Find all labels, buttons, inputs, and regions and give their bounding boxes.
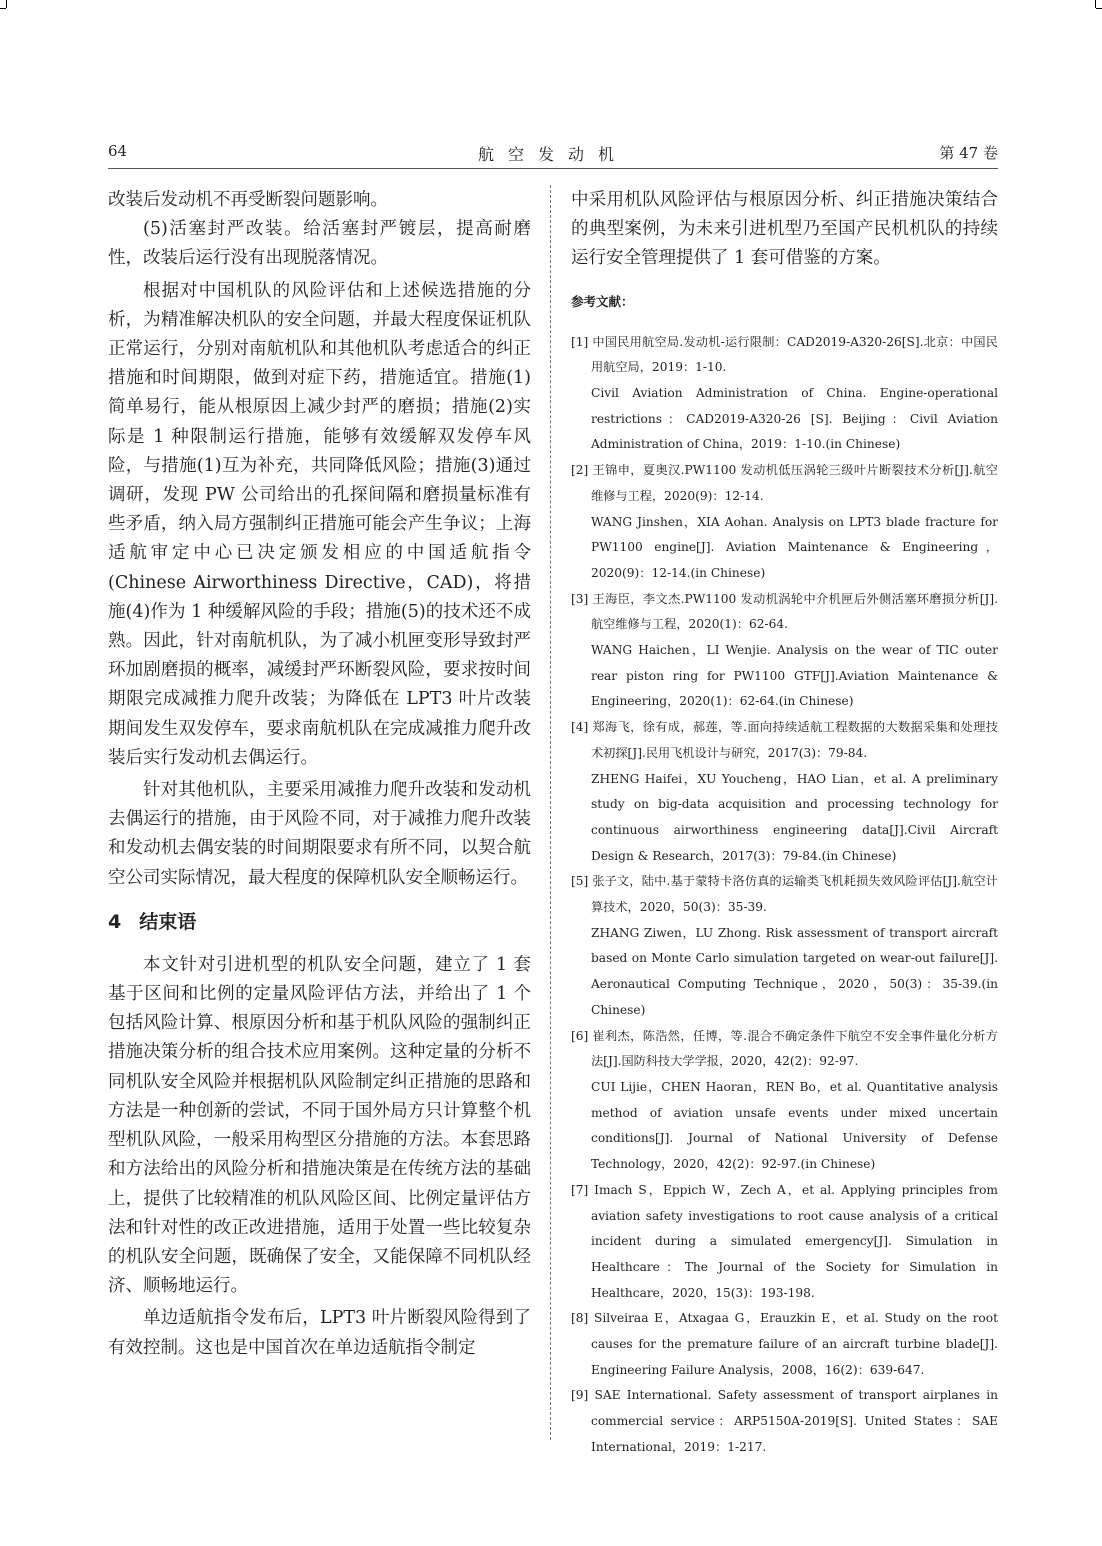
left-column (108, 186, 531, 1363)
body-paragraph: 本文针对引进机型的机队安全问题，建立了 1 套基于区间和比例的定量风险评估方法，并给出了 1 个包括风险计算、根原因分析和基于机队风险的强制纠正措施决策分析的组合技术应用案例。这种定量的分析不同机队安全风险并根据机队风险制定纠正措施的思路和方法是一种创新的尝试，不同于国外局方只计算整个机型机队风险，一般采用构型区分措施的方法。本套思路和方法给出的风险分析和措施决策是在传统方法的基础上，提供了比较精准的机队风险区间、比例定量评估方法和针对性的改正改进措施，适用于处置一些比较复杂的机队安全问题，既确保了安全，又能保障不同机队经济、顺畅地运行。 (108, 954, 531, 1297)
journal-title: 航空发动机 (477, 145, 628, 164)
reference-entry: [8] Silveiraa E，Atxagaa G，Erauzkin E，et al. Study on the root causes for the premature failure of an aircraft turbine blade[J]. Engineering Failure Analysis，2008，16(2)：639-647. (571, 1311, 998, 1377)
section-title: 结束语 (139, 910, 197, 933)
volume-label: 第 47 卷 (939, 144, 998, 162)
crop-mark (0, 8, 6, 9)
body-paragraph: 根据对中国机队的风险评估和上述候选措施的分析，为精准解决机队的安全问题，并最大程度保证机队正常运行，分别对南航机队和其他机队考虑适合的纠正措施和时间期限，做到对症下药，措施适宜。措施(1)简单易行，能从根原因上减少封严的磨损；措施(2)实际是 1 种限制运行措施，能够有效缓解双发停车风险，与措施(1)互为补充，共同降低风险；措施(3)通过调研，发现 PW 公司给出的孔探间隔和磨损量标准有些矛盾，纳入局方强制纠正措施可能会产生争议；上海适航审定中心已决定颁发相应的中国适航指令(Chinese Airworthiness Directive，CAD)，将措施(4)作为 1 种缓解风险的手段；措施(5)的技术还不成熟。因此，针对南航机队，为了减小机匣变形导致封严环加剧磨损的概率，减缓封严环断裂风险，要求按时间期限完成减推力爬升改装；为降低在 LPT3 叶片改装期间发生双发停车，要求南航机队在完成减推力爬升改装后实行发动机去偶运行。 (108, 280, 531, 768)
reference-entry: ZHANG Ziwen，LU Zhong. Risk assessment of transport aircraft based on Monte Carlo simulation targeted on wear-out failure[J]. Aeronautical Computing Technique，2020，50(3)：35-39.(in Chinese) (591, 925, 998, 1017)
running-header (108, 142, 998, 166)
reference-list (571, 330, 998, 1461)
reference-entry: WANG Jinshen，XIA Aohan. Analysis on LPT3 blade fracture for PW1100 engine[J]. Aviation Maintenance & Engineering，2020(9)：12-14.(in Chinese) (591, 514, 998, 580)
crop-mark (6, 0, 7, 8)
body-paragraph: 中采用机队风险评估与根原因分析、纠正措施决策结合的典型案例，为未来引进机型乃至国产民机机队的持续运行安全管理提供了 1 套可借鉴的方案。 (571, 190, 998, 269)
references-title: 参考文献： (571, 293, 634, 309)
right-column (571, 186, 998, 1461)
reference-entry: [5] 张子文，陆中.基于蒙特卡洛仿真的运输类飞机耗损失效风险评估[J].航空计算技术，2020，50(3)：35-39. (571, 874, 998, 915)
reference-entry: ZHENG Haifei，XU Youcheng，HAO Lian，et al. A preliminary study on big-data acquisition and processing technology for continuous airworthiness engineering data[J].Civil Aircraft Design & Research，2017(3)：79-84.(in Chinese) (591, 771, 998, 863)
header-rule (108, 168, 998, 169)
reference-entry: [7] Imach S，Eppich W，Zech A，et al. Applying principles from aviation safety investigations to root cause analysis of a critical incident during a simulated emergency[J]. Simulation in Healthcare：The Journal of the Society for Simulation in Healthcare，2020，15(3)：193-198. (571, 1182, 998, 1300)
section-number: 4 (108, 910, 122, 933)
column-divider (550, 185, 551, 1440)
body-paragraph: 改装后发动机不再受断裂问题影响。 (108, 190, 388, 210)
reference-entry: [2] 王锦申，夏奥汉.PW1100 发动机低压涡轮三级叶片断裂技术分析[J].航空维修与工程，2020(9)：12-14. (571, 463, 998, 503)
crop-mark (1095, 0, 1096, 8)
reference-entry: WANG Haichen，LI Wenjie. Analysis on the wear of TIC outer rear piston ring for PW1100 GTF[J].Aviation Maintenance & Engineering，2020(1)：62-64.(in Chinese) (591, 643, 998, 709)
page-number: 64 (108, 142, 128, 160)
reference-entry: CUI Lijie，CHEN Haoran，REN Bo，et al. Quantitative analysis method of aviation unsafe events under mixed uncertain conditions[J]. Journal of National University of Defense Technology，2020，42(2)：92-97.(in Chinese) (591, 1080, 998, 1172)
section-heading (108, 907, 531, 937)
body-paragraph: 针对其他机队，主要采用减推力爬升改装和发动机去偶运行的措施，由于风险不同，对于减推力爬升改装和发动机去偶安装的时间期限要求有所不同，以契合航空公司实际情况，最大程度的保障机队安全顺畅运行。 (108, 780, 531, 888)
reference-entry: [3] 王海臣，李文杰.PW1100 发动机涡轮中介机匣后外侧活塞环磨损分析[J].航空维修与工程，2020(1)：62-64. (571, 591, 998, 632)
reference-entry: [9] SAE International. Safety assessment of transport airplanes in commercial service：ARP5150A-2019[S]. United States：SAE International，2019：1-217. (571, 1388, 998, 1454)
body-paragraph: (5)活塞封严改装。给活塞封严镀层，提高耐磨性，改装后运行没有出现脱落情况。 (108, 219, 531, 269)
reference-entry: Civil Aviation Administration of China. Engine-operational restrictions：CAD2019-A320-26 [S]. Beijing：Civil Aviation Administration of China，2019：1-10.(in Chinese) (591, 386, 998, 452)
crop-mark (1096, 8, 1102, 9)
reference-entry: [1] 中国民用航空局.发动机-运行限制：CAD2019-A320-26[S].北京：中国民用航空局，2019：1-10. (571, 334, 998, 375)
reference-entry: [4] 郑海飞，徐有成，郝莲，等.面向持续适航工程数据的大数据采集和处理技术初探[J].民用飞机设计与研究，2017(3)：79-84. (571, 720, 998, 760)
reference-entry: [6] 崔利杰，陈浩然，任博，等.混合不确定条件下航空不安全事件量化分析方法[J].国防科技大学学报，2020，42(2)：92-97. (571, 1028, 998, 1069)
body-paragraph: 单边适航指令发布后，LPT3 叶片断裂风险得到了有效控制。这也是中国首次在单边适航指令制定 (108, 1308, 531, 1358)
